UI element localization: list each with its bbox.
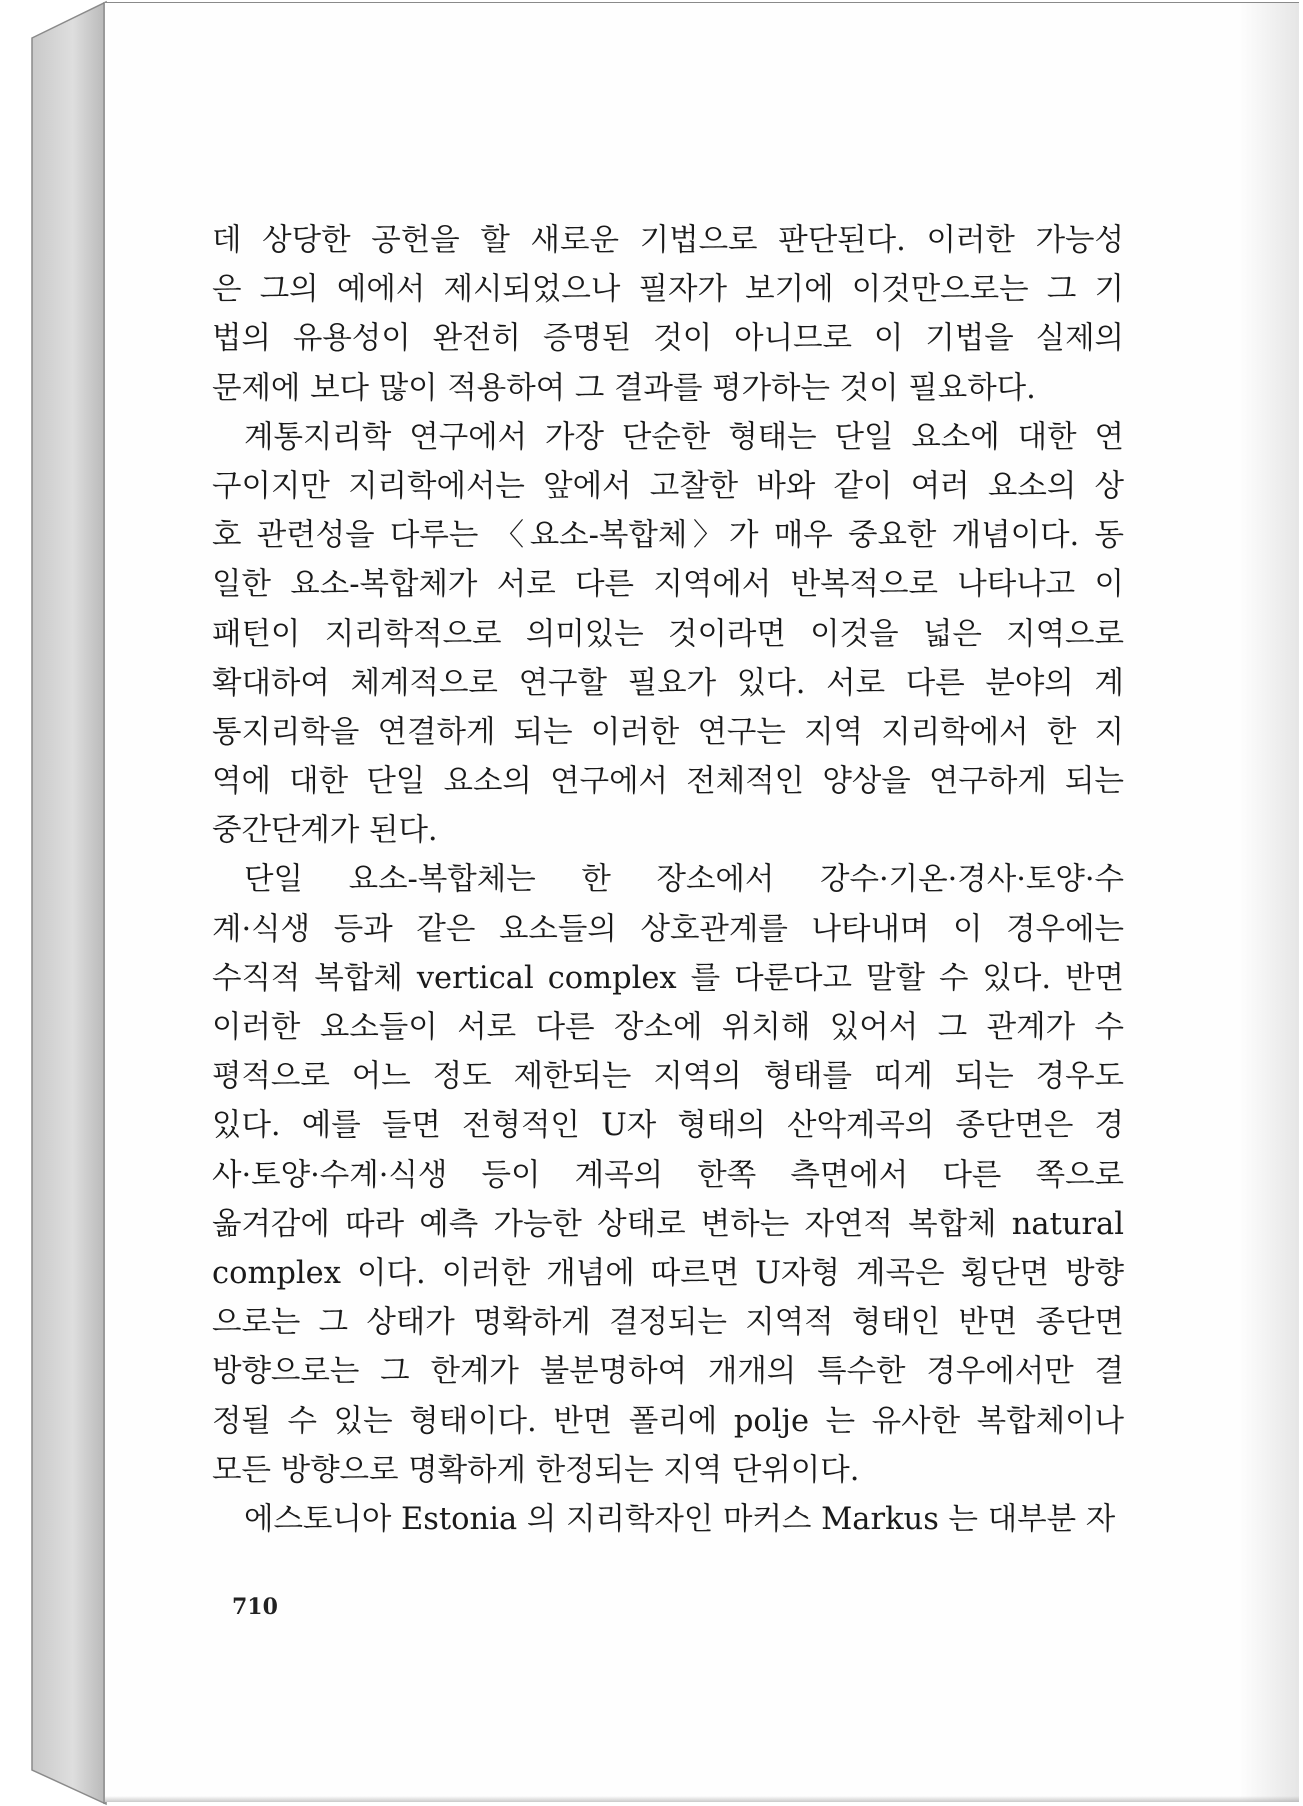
paragraph — [212, 413, 1124, 856]
text-line: 확대하여 체계적으로 연구할 필요가 있다. 서로 다른 분야의 계 — [212, 665, 1124, 701]
book-spine — [0, 0, 110, 1806]
page-bottom-shadow — [105, 1796, 1299, 1802]
text-line: 계통지리학 연구에서 가장 단순한 형태는 단일 요소에 대한 연 — [244, 419, 1124, 455]
text-line: 데 상당한 공헌을 할 새로운 기법으로 판단된다. 이러한 가능성 — [212, 223, 1124, 258]
text-line: 법의 유용성이 완전히 증명된 것이 아니므로 이 기법을 실제의 — [212, 321, 1124, 357]
text-line: 옮겨감에 따라 예측 가능한 상태로 변하는 자연적 복합체 natural — [212, 1206, 1124, 1242]
text-line: 통지리학을 연결하게 되는 이러한 연구는 지역 지리학에서 한 지 — [212, 714, 1124, 750]
text-line: complex 이다. 이러한 개념에 따르면 U자형 계곡은 횡단면 방향 — [212, 1255, 1124, 1291]
text-line: 계·식생 등과 같은 요소들의 상호관계를 나타내며 이 경우에는 — [212, 911, 1124, 947]
text-line: 정될 수 있는 형태이다. 반면 폴리에 polje 는 유사한 복합체이나 — [212, 1403, 1124, 1439]
paragraph — [212, 216, 1124, 413]
paragraph — [212, 1495, 1124, 1544]
text-line: 방향으로는 그 한계가 불분명하여 개개의 특수한 경우에서만 결 — [212, 1354, 1124, 1390]
text-line: 단일 요소-복합체는 한 장소에서 강수·기온·경사·토양·수 — [244, 862, 1124, 898]
text-line: 문제에 보다 많이 적용하여 그 결과를 평가하는 것이 필요하다. — [212, 370, 1036, 406]
text-line: 호 관련성을 다루는 〈요소-복합체〉가 매우 중요한 개념이다. 동 — [212, 518, 1124, 554]
text-line: 사·토양·수계·식생 등이 계곡의 한쪽 측면에서 다른 쪽으로 — [212, 1157, 1124, 1193]
text-line: 중간단계가 된다. — [212, 813, 438, 849]
body-text — [212, 216, 1124, 1544]
text-line: 역에 대한 단일 요소의 연구에서 전체적인 양상을 연구하게 되는 — [212, 764, 1124, 800]
text-line: 으로는 그 상태가 명확하게 결정되는 지역적 형태인 반면 종단면 — [212, 1305, 1124, 1341]
text-line: 패턴이 지리학적으로 의미있는 것이라면 이것을 넓은 지역으로 — [212, 616, 1124, 652]
text-line: 평적으로 어느 정도 제한되는 지역의 형태를 띠게 되는 경우도 — [212, 1059, 1124, 1095]
text-line: 있다. 예를 들면 전형적인 U자 형태의 산악계곡의 종단면은 경 — [212, 1108, 1124, 1144]
paragraph — [212, 855, 1124, 1494]
page-edge-shadow — [1239, 3, 1299, 1802]
text-line: 수직적 복합체 vertical complex 를 다룬다고 말할 수 있다. 반면 — [212, 960, 1124, 996]
text-line: 은 그의 예에서 제시되었으나 필자가 보기에 이것만으로는 그 기 — [212, 272, 1124, 308]
text-line: 일한 요소-복합체가 서로 다른 지역에서 반복적으로 나타나고 이 — [212, 567, 1124, 603]
text-line: 이러한 요소들이 서로 다른 장소에 위치해 있어서 그 관계가 수 — [212, 1010, 1124, 1045]
text-line: 에스토니아 Estonia 의 지리학자인 마커스 Markus 는 대부분 자 — [244, 1501, 1116, 1537]
text-line: 구이지만 지리학에서는 앞에서 고찰한 바와 같이 여러 요소의 상 — [212, 468, 1124, 504]
text-line: 모든 방향으로 명확하게 한정되는 지역 단위이다. — [212, 1452, 860, 1488]
page-number: 710 — [232, 1594, 278, 1620]
